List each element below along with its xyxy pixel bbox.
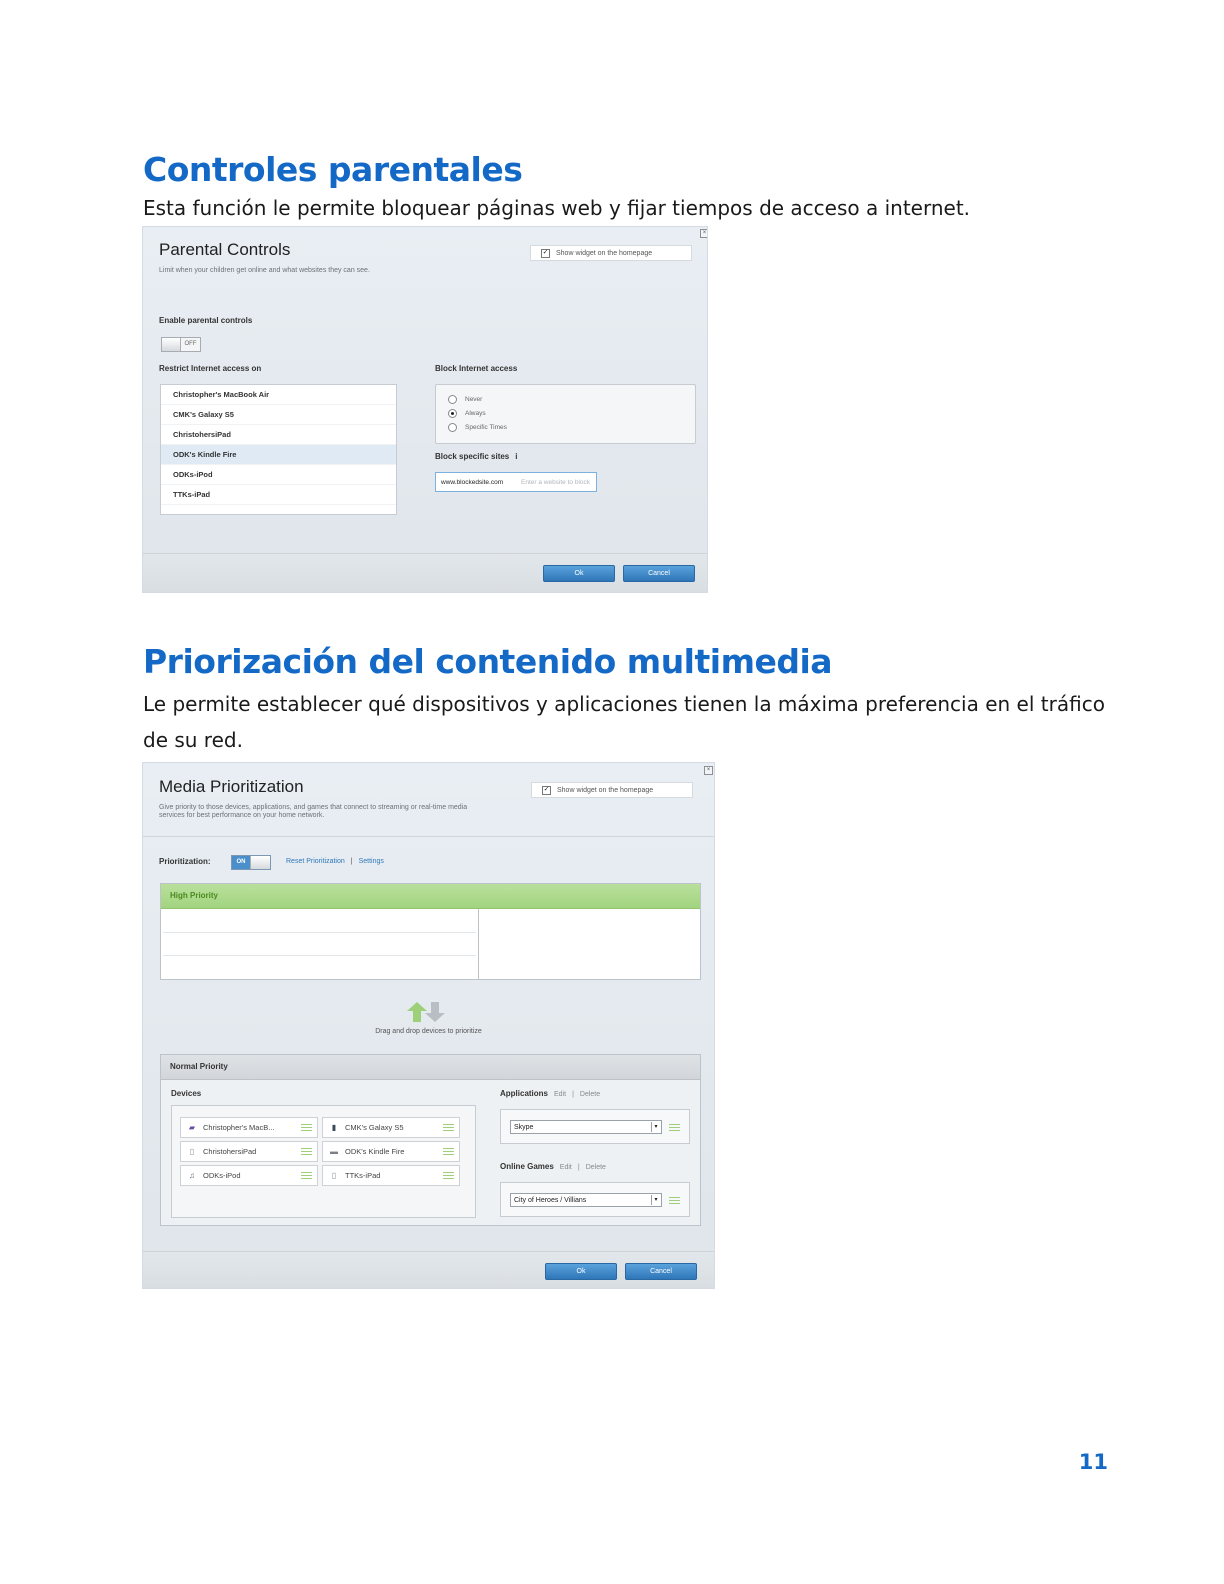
close-icon[interactable]: ×: [704, 766, 713, 775]
checkbox[interactable]: ✓: [542, 248, 549, 256]
radio-label: Never: [465, 395, 483, 403]
application-value: Skype: [514, 1123, 534, 1131]
phone-icon: ▮: [331, 1122, 337, 1132]
applications-box: [500, 1109, 690, 1144]
edit-applications-link[interactable]: Edit: [554, 1091, 567, 1098]
device-name: CMK's Galaxy S5: [345, 1123, 404, 1132]
drag-handle-icon[interactable]: [443, 1148, 454, 1155]
device-tile[interactable]: [180, 1165, 318, 1186]
link-separator: |: [577, 1164, 580, 1171]
radio-label: Always: [465, 409, 486, 417]
ok-button[interactable]: Ok: [543, 565, 615, 582]
page-number: 11: [1078, 1450, 1108, 1474]
tablet-icon: ▯: [331, 1170, 337, 1180]
media-prioritization-screenshot: [142, 762, 715, 1289]
cancel-button[interactable]: Cancel: [623, 565, 695, 582]
show-widget-checkbox-row[interactable]: [531, 782, 693, 798]
block-access-options: [435, 384, 696, 444]
parental-subtitle: Limit when your children get online and what websites they can see.: [159, 267, 370, 274]
row-divider: [163, 932, 476, 933]
edit-games-link[interactable]: Edit: [559, 1164, 572, 1171]
radio-label: Specific Times: [465, 423, 507, 431]
drag-handle-icon[interactable]: [301, 1172, 312, 1179]
show-widget-label: Show widget on the homepage: [556, 249, 653, 257]
link-separator: |: [572, 1091, 574, 1098]
block-access-label: Block Internet access: [435, 364, 518, 373]
online-games-box: [500, 1182, 690, 1217]
radio-always[interactable]: [448, 406, 507, 420]
radio-button-selected[interactable]: [448, 409, 457, 418]
list-item-selected[interactable]: ODK's Kindle Fire: [161, 445, 396, 465]
radio-never[interactable]: [448, 392, 507, 406]
online-games-label: Online Games: [500, 1162, 554, 1171]
site-placeholder: Enter a website to block: [521, 478, 591, 486]
high-priority-header: High Priority: [161, 884, 700, 909]
device-tile[interactable]: [322, 1141, 460, 1162]
chevron-down-icon[interactable]: ▾: [651, 1122, 660, 1132]
device-list: [160, 384, 397, 515]
dialog-footer: [143, 553, 707, 592]
game-select[interactable]: [510, 1193, 662, 1207]
header-divider: [143, 836, 714, 837]
section-title-media: Priorización del contenido multimedia: [143, 642, 833, 681]
ereader-icon: ▬: [330, 1146, 338, 1156]
devices-label: Devices: [171, 1089, 202, 1098]
device-tile[interactable]: [322, 1117, 460, 1138]
device-name: ODKs-iPod: [203, 1171, 241, 1180]
dialog-footer: [143, 1251, 714, 1288]
drag-handle-icon[interactable]: [301, 1148, 312, 1155]
block-site-input[interactable]: [435, 472, 597, 492]
show-widget-label: Show widget on the homepage: [557, 786, 654, 794]
toggle-knob: [250, 856, 270, 869]
parental-controls-screenshot: [142, 226, 708, 593]
toggle-state: ON: [232, 856, 250, 869]
prioritization-toggle[interactable]: [231, 855, 271, 870]
column-divider: [478, 909, 479, 979]
site-value: www.blockedsite.com: [441, 478, 504, 486]
prioritization-label: Prioritization:: [159, 857, 211, 866]
link-separator: |: [350, 858, 353, 865]
media-subtitle-line2: services for best performance on your home network.: [159, 812, 325, 819]
parental-title: Parental Controls: [159, 240, 291, 259]
device-name: Christopher's MacB...: [203, 1123, 275, 1132]
checkbox[interactable]: ✓: [543, 785, 550, 793]
chevron-down-icon[interactable]: ▾: [651, 1195, 660, 1205]
list-item[interactable]: Christopher's MacBook Air: [161, 385, 396, 405]
restrict-access-label: Restrict Internet access on: [159, 364, 262, 373]
block-sites-label: Block specific sites: [435, 452, 510, 461]
drag-arrows-icon: [407, 1001, 447, 1023]
device-tile[interactable]: [180, 1117, 318, 1138]
drag-handle-icon[interactable]: [669, 1124, 680, 1131]
show-widget-checkbox-row[interactable]: [530, 245, 692, 261]
normal-priority-header: Normal Priority: [161, 1055, 700, 1080]
online-games-heading: [500, 1162, 606, 1171]
device-tile[interactable]: [322, 1165, 460, 1186]
radio-button[interactable]: [448, 395, 457, 404]
tablet-icon: ▯: [189, 1146, 195, 1156]
section-title-parental: Controles parentales: [143, 150, 523, 189]
device-name: ODK's Kindle Fire: [345, 1147, 405, 1156]
device-name: TTKs-iPad: [345, 1171, 381, 1180]
reset-prioritization-link[interactable]: Reset Prioritization: [286, 858, 345, 865]
row-divider: [163, 955, 476, 956]
radio-specific-times[interactable]: [448, 420, 507, 434]
game-value: City of Heroes / Villians: [514, 1196, 587, 1204]
radio-button[interactable]: [448, 423, 457, 432]
section-description-media: Le permite establecer qué dispositivos y aplicaciones tienen la máxima preferencia en el tráfico de su red.: [143, 692, 1105, 752]
laptop-icon: ▰: [188, 1122, 196, 1132]
application-select[interactable]: [510, 1120, 662, 1134]
media-title: Media Prioritization: [159, 777, 304, 796]
block-sites-heading: [435, 452, 518, 461]
list-item[interactable]: TTKs-iPad: [161, 485, 396, 505]
drag-handle-icon[interactable]: [301, 1124, 312, 1131]
normal-priority-panel: [160, 1054, 701, 1226]
list-item[interactable]: CMK's Galaxy S5: [161, 405, 396, 425]
prioritization-links: [286, 858, 384, 865]
ok-button[interactable]: Ok: [545, 1263, 617, 1280]
info-icon[interactable]: i: [515, 452, 518, 461]
cancel-button[interactable]: Cancel: [625, 1263, 697, 1280]
section-description-parental: Esta función le permite bloquear páginas web y fijar tiempos de acceso a internet.: [143, 196, 971, 220]
enable-parental-label: Enable parental controls: [159, 316, 253, 325]
toggle-knob: [162, 338, 181, 351]
list-item[interactable]: ChristohersiPad: [161, 425, 396, 445]
settings-link[interactable]: Settings: [358, 858, 384, 865]
drag-handle-icon[interactable]: [443, 1172, 454, 1179]
media-subtitle-line1: Give priority to those devices, applications, and games that connect to streaming or real-time media: [159, 804, 468, 811]
delete-games-link[interactable]: Delete: [585, 1164, 606, 1171]
drag-handle-icon[interactable]: [443, 1124, 454, 1131]
high-priority-panel: [160, 883, 701, 980]
toggle-state: OFF: [184, 341, 197, 347]
devices-area: [171, 1105, 476, 1218]
device-name: ChristohersiPad: [203, 1147, 257, 1156]
parental-toggle[interactable]: [161, 337, 201, 352]
media-player-icon: ♫: [189, 1170, 195, 1180]
drag-handle-icon[interactable]: [669, 1197, 680, 1204]
list-item[interactable]: ODKs-iPod: [161, 465, 396, 485]
device-tile[interactable]: [180, 1141, 318, 1162]
applications-label: Applications: [500, 1089, 549, 1098]
drag-hint: Drag and drop devices to prioritize: [375, 1028, 482, 1035]
delete-applications-link[interactable]: Delete: [579, 1091, 601, 1098]
applications-heading: [500, 1089, 600, 1098]
close-icon[interactable]: ×: [700, 229, 708, 238]
